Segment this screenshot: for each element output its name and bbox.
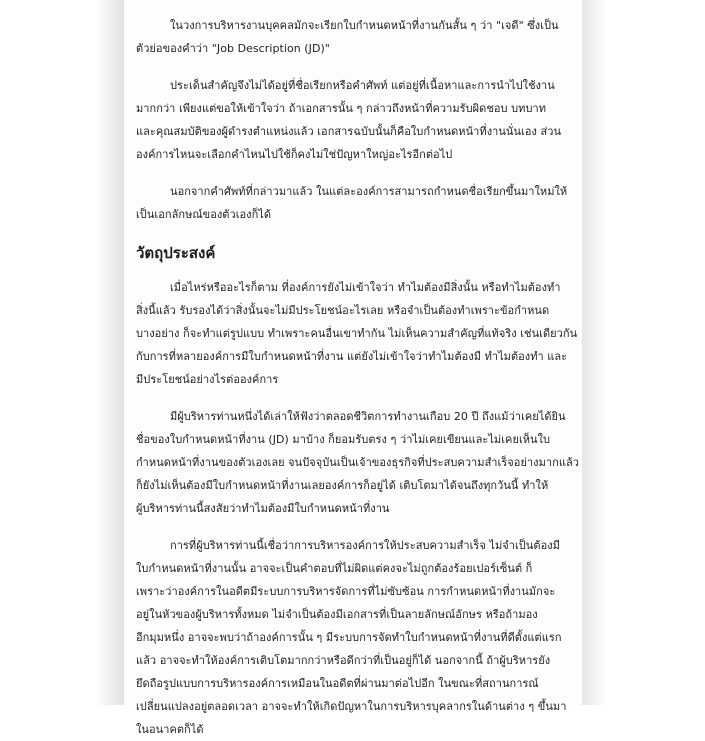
text-line: ใบกำหนดหน้าที่งานนั้น อาจจะเป็นคำตอบที่ไม่ผิดแต่คงจะไม่ถูกต้องร้อยเปอร์เซ็นต์ ก็ — [136, 562, 533, 575]
text-line: การที่ผู้บริหารท่านนี้เชื่อว่าการบริหารองค์การให้ประสบความสำเร็จ ไม่จำเป็นต้องมี — [170, 539, 560, 552]
text-line: ยึดถือรูปแบบการบริหารองค์การเหมือนในอดีตที่ผ่านมาต่อไปอีก ในขณะที่สถานการณ์ — [136, 677, 539, 690]
text-line: นอกจากคำศัพท์ที่กล่าวมาแล้ว ในแต่ละองค์การสามารถกำหนดชื่อเรียกขึ้นมาใหม่ให้ — [170, 185, 568, 198]
paragraph-key-point — [136, 74, 572, 166]
left-page-margin — [0, 0, 124, 705]
paragraph-purpose — [136, 276, 578, 391]
text-line: องค์การไหนจะเลือกคำไหนไปใช้ก็คงไม่ใช่ปัญหาใหญ่อะไรอีกต่อไป — [136, 148, 453, 161]
text-line: ตัวย่อของคำว่า "Job Description (JD)" — [136, 42, 330, 55]
text-line: มีผู้บริหารท่านหนึ่งได้เล่าให้ฟังว่าตลอดชีวิตการทำงานเกือบ 20 ปี ถึงแม้ว่าเคยได้ยิน — [170, 410, 566, 423]
book-page — [124, 0, 582, 736]
text-line: เปลี่ยนแปลงอยู่ตลอดเวลา อาจจะทำให้เกิดปัญหาในการบริหารบุคลากรในด้านต่าง ๆ ขึ้นมา — [136, 700, 567, 713]
paragraph-executive-belief — [136, 534, 572, 741]
text-line: สิ่งนี้แล้ว รับรองได้ว่าสิ่งนั้นจะไม่มีประโยชน์อะไรเลย หรือจำเป็นต้องทำเพราะข้อกำหนด — [136, 304, 550, 317]
text-line: และคุณสมบัติของผู้ดำรงตำแหน่งแล้ว เอกสารฉบับนั้นก็คือใบกำหนดหน้าที่งานนั่นเอง ส่วน — [136, 125, 562, 138]
text-line: ชื่อของใบกำหนดหน้าที่งาน (JD) มาบ้าง ก็ยอมรับตรง ๆ ว่าไม่เคยเขียนและไม่เคยเห็นใบ — [136, 433, 551, 446]
paragraph-jd-term — [136, 14, 572, 60]
right-page-margin — [582, 0, 705, 705]
section-heading: วัตถุประสงค์ — [136, 244, 216, 262]
text-line: มีประโยชน์อย่างไรต่อองค์การ — [136, 373, 279, 386]
paragraph-custom-names — [136, 180, 572, 226]
text-line: ผู้บริหารท่านนี้สงสัยว่าทำไมต้องมีใบกำหนดหน้าที่งาน — [136, 502, 390, 515]
text-line: เมื่อไหร่หรืออะไรก็ตาม ที่องค์การยังไม่เข้าใจว่า ทำไมต้องมีสิ่งนั้น หรือทำไมต้องทำ — [170, 281, 561, 294]
text-line: กำหนดหน้าที่งานของตัวเองเลย จนปัจจุบันเป็นเจ้าของธุรกิจที่ประสบความสำเร็จอย่างมากแล้ว — [136, 456, 579, 469]
text-line: ก็ยังไม่เห็นต้องมีใบกำหนดหน้าที่งานเลยองค์การก็อยู่ได้ เติบโตมาได้จนถึงทุกวันนี้ ทำให้ — [136, 479, 549, 492]
text-line: เป็นเอกลักษณ์ของตัวเองก็ได้ — [136, 208, 272, 221]
text-line: แล้ว อาจจะทำให้องค์การเติบโตมากกว่าหรือดีกว่าที่เป็นอยู่ก็ได้ นอกจากนี้ ถ้าผู้บริหารยัง — [136, 654, 551, 667]
text-line: กับการที่หลายองค์การมีใบกำหนดหน้าที่งาน แต่ยังไม่เข้าใจว่าทำไมต้องมี ทำไมต้องทำ และ — [136, 350, 568, 363]
paragraph-executive-story — [136, 405, 579, 520]
text-line: มากกว่า เพียงแต่ขอให้เข้าใจว่า ถ้าเอกสารนั้น ๆ กล่าวถึงหน้าที่ความรับผิดชอบ บทบาท — [136, 102, 547, 115]
text-line: อยู่ในหัวของผู้บริหารทั้งหมด ไม่จำเป็นต้องมีเอกสารที่เป็นลายลักษณ์อักษร หรือถ้ามอง — [136, 608, 538, 621]
text-line: บางอย่าง ก็จะทำแต่รูปแบบ ทำเพราะคนอื่นเขาทำกัน ไม่เห็นความสำคัญที่แท้จริง เช่นเดียวกัน — [136, 327, 578, 340]
text-line: ในอนาคตก็ได้ — [136, 723, 204, 736]
text-line: ประเด็นสำคัญจึงไม่ได้อยู่ที่ชื่อเรียกหรือคำศัพท์ แต่อยู่ที่เนื้อหาและการนำไปใช้งาน — [170, 79, 555, 92]
text-line: อีกมุมหนึ่ง อาจจะพบว่าถ้าองค์การนั้น ๆ มีระบบการจัดทำใบกำหนดหน้าที่งานที่ดีตั้งแต่แรก — [136, 631, 562, 644]
text-line: เพราะว่าองค์การในอดีตมีระบบการบริหารจัดการที่ไม่ซับซ้อน การกำหนดหน้าที่งานมักจะ — [136, 585, 556, 598]
text-line: ในวงการบริหารงานบุคคลมักจะเรียกใบกำหนดหน้าที่งานกันสั้น ๆ ว่า "เจดี" ซึ่งเป็น — [170, 19, 559, 32]
